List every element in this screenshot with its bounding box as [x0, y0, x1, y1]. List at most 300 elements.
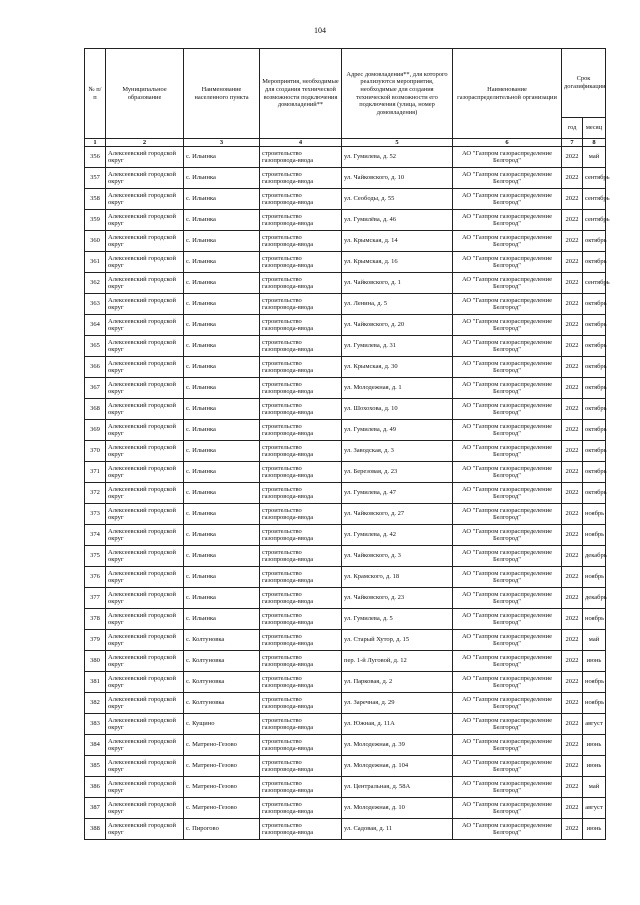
table-row [85, 147, 606, 168]
row-number-cell: 361 [85, 252, 106, 273]
municipality-cell: Алексеевский городской округ [106, 798, 184, 819]
year-cell: 2022 [562, 525, 583, 546]
address-cell: ул. Гумилева, д. 49 [342, 420, 453, 441]
organization-cell: АО "Газпром газораспределение Белгород" [453, 378, 562, 399]
activity-cell: строительство газопровода-ввода [260, 189, 342, 210]
row-number-cell: 364 [85, 315, 106, 336]
organization-cell: АО "Газпром газораспределение Белгород" [453, 273, 562, 294]
year-cell: 2022 [562, 231, 583, 252]
settlement-cell: с. Ильинка [184, 231, 260, 252]
table-row [85, 714, 606, 735]
settlement-cell: с. Колтуновка [184, 693, 260, 714]
organization-cell: АО "Газпром газораспределение Белгород" [453, 630, 562, 651]
settlement-cell: с. Колтуновка [184, 630, 260, 651]
year-cell: 2022 [562, 819, 583, 840]
address-cell: ул. Гумилёва, д. 46 [342, 210, 453, 231]
settlement-cell: с. Ильинка [184, 273, 260, 294]
settlement-cell: с. Ильинка [184, 210, 260, 231]
year-cell: 2022 [562, 546, 583, 567]
header-organization: Наименование газораспределительной организации [453, 49, 562, 139]
settlement-cell: с. Ильинка [184, 189, 260, 210]
month-cell: ноябрь [583, 672, 606, 693]
address-cell: ул. Крымская, д. 30 [342, 357, 453, 378]
organization-cell: АО "Газпром газораспределение Белгород" [453, 399, 562, 420]
address-cell: ул. Садовая, д. 11 [342, 819, 453, 840]
table-row [85, 693, 606, 714]
year-cell: 2022 [562, 294, 583, 315]
activity-cell: строительство газопровода-ввода [260, 483, 342, 504]
table-row [85, 399, 606, 420]
activity-cell: строительство газопровода-ввода [260, 315, 342, 336]
col-number: 3 [184, 139, 260, 147]
address-cell: ул. Чайковского, д. 10 [342, 168, 453, 189]
organization-cell: АО "Газпром газораспределение Белгород" [453, 525, 562, 546]
header-settlement: Наименование населенного пункта [184, 49, 260, 139]
address-cell: ул. Южная, д. 11А [342, 714, 453, 735]
month-cell: октябрь [583, 420, 606, 441]
year-cell: 2022 [562, 378, 583, 399]
col-number: 8 [583, 139, 606, 147]
table-row [85, 483, 606, 504]
row-number-cell: 376 [85, 567, 106, 588]
month-cell: август [583, 798, 606, 819]
activity-cell: строительство газопровода-ввода [260, 588, 342, 609]
activity-cell: строительство газопровода-ввода [260, 378, 342, 399]
address-cell: ул. Гумилева, д. 47 [342, 483, 453, 504]
year-cell: 2022 [562, 399, 583, 420]
table-row [85, 567, 606, 588]
municipality-cell: Алексеевский городской округ [106, 315, 184, 336]
activity-cell: строительство газопровода-ввода [260, 819, 342, 840]
year-cell: 2022 [562, 672, 583, 693]
organization-cell: АО "Газпром газораспределение Белгород" [453, 588, 562, 609]
year-cell: 2022 [562, 252, 583, 273]
organization-cell: АО "Газпром газораспределение Белгород" [453, 294, 562, 315]
month-cell: ноябрь [583, 525, 606, 546]
table-row [85, 819, 606, 840]
address-cell: ул. Сеободы, д. 55 [342, 189, 453, 210]
month-cell: июнь [583, 756, 606, 777]
month-cell: октябрь [583, 315, 606, 336]
row-number-cell: 387 [85, 798, 106, 819]
municipality-cell: Алексеевский городской округ [106, 147, 184, 168]
col-number: 7 [562, 139, 583, 147]
table-row [85, 357, 606, 378]
address-cell: ул. Шохохова, д. 10 [342, 399, 453, 420]
municipality-cell: Алексеевский городской округ [106, 378, 184, 399]
table-row [85, 378, 606, 399]
year-cell: 2022 [562, 714, 583, 735]
activity-cell: строительство газопровода-ввода [260, 798, 342, 819]
address-cell: ул. Гумилева, д. 31 [342, 336, 453, 357]
month-cell: октябрь [583, 378, 606, 399]
organization-cell: АО "Газпром газораспределение Белгород" [453, 798, 562, 819]
settlement-cell: с. Матрено-Гезово [184, 756, 260, 777]
organization-cell: АО "Газпром газораспределение Белгород" [453, 252, 562, 273]
address-cell: пер. 1-й Луговой, д. 12 [342, 651, 453, 672]
month-cell: октябрь [583, 399, 606, 420]
col-number: 1 [85, 139, 106, 147]
organization-cell: АО "Газпром газораспределение Белгород" [453, 441, 562, 462]
municipality-cell: Алексеевский городской округ [106, 273, 184, 294]
organization-cell: АО "Газпром газораспределение Белгород" [453, 462, 562, 483]
table-row [85, 546, 606, 567]
row-number-cell: 362 [85, 273, 106, 294]
municipality-cell: Алексеевский городской округ [106, 231, 184, 252]
year-cell: 2022 [562, 630, 583, 651]
activity-cell: строительство газопровода-ввода [260, 504, 342, 525]
activity-cell: строительство газопровода-ввода [260, 567, 342, 588]
table-row [85, 168, 606, 189]
row-number-cell: 369 [85, 420, 106, 441]
municipality-cell: Алексеевский городской округ [106, 672, 184, 693]
col-number: 5 [342, 139, 453, 147]
organization-cell: АО "Газпром газораспределение Белгород" [453, 735, 562, 756]
municipality-cell: Алексеевский городской округ [106, 567, 184, 588]
year-cell: 2022 [562, 504, 583, 525]
month-cell: август [583, 714, 606, 735]
activity-cell: строительство газопровода-ввода [260, 357, 342, 378]
organization-cell: АО "Газпром газораспределение Белгород" [453, 756, 562, 777]
year-cell: 2022 [562, 420, 583, 441]
year-cell: 2022 [562, 441, 583, 462]
row-number-cell: 356 [85, 147, 106, 168]
table-row [85, 189, 606, 210]
table-row [85, 231, 606, 252]
table-row [85, 210, 606, 231]
col-number: 2 [106, 139, 184, 147]
table-body [85, 147, 610, 840]
row-number-cell: 370 [85, 441, 106, 462]
organization-cell: АО "Газпром газораспределение Белгород" [453, 546, 562, 567]
year-cell: 2022 [562, 189, 583, 210]
year-cell: 2022 [562, 147, 583, 168]
address-cell: ул. Молодежная, д. 1 [342, 378, 453, 399]
activity-cell: строительство газопровода-ввода [260, 252, 342, 273]
header-month: месяц [583, 118, 606, 139]
year-cell: 2022 [562, 462, 583, 483]
year-cell: 2022 [562, 357, 583, 378]
header-address: Адрес домовладения**, для которого реализуются мероприятия, необходимые для создания технической возможности его подключения (улица, номер домовладения) [342, 49, 453, 139]
month-cell: май [583, 147, 606, 168]
month-cell: июнь [583, 651, 606, 672]
settlement-cell: с. Ильинка [184, 294, 260, 315]
municipality-cell: Алексеевский городской округ [106, 609, 184, 630]
organization-cell: АО "Газпром газораспределение Белгород" [453, 714, 562, 735]
settlement-cell: с. Ильинка [184, 252, 260, 273]
address-cell: ул. Старый Хутор, д. 15 [342, 630, 453, 651]
row-number-cell: 375 [85, 546, 106, 567]
activity-cell: строительство газопровода-ввода [260, 168, 342, 189]
month-cell: сентябрь [583, 168, 606, 189]
address-cell: ул. Заречная, д. 29 [342, 693, 453, 714]
address-cell: ул. Центральная, д. 58А [342, 777, 453, 798]
municipality-cell: Алексеевский городской округ [106, 777, 184, 798]
address-cell: ул. Крамского, д. 18 [342, 567, 453, 588]
year-cell: 2022 [562, 273, 583, 294]
month-cell: октябрь [583, 441, 606, 462]
settlement-cell: с. Ильинка [184, 504, 260, 525]
organization-cell: АО "Газпром газораспределение Белгород" [453, 357, 562, 378]
month-cell: ноябрь [583, 693, 606, 714]
month-cell: ноябрь [583, 504, 606, 525]
table-row [85, 504, 606, 525]
header-num: № п/п [85, 49, 106, 139]
row-number-cell: 385 [85, 756, 106, 777]
activity-cell: строительство газопровода-ввода [260, 546, 342, 567]
organization-cell: АО "Газпром газораспределение Белгород" [453, 651, 562, 672]
settlement-cell: с. Ильинка [184, 315, 260, 336]
month-cell: сентябрь [583, 189, 606, 210]
row-number-cell: 359 [85, 210, 106, 231]
settlement-cell: с. Ильинка [184, 399, 260, 420]
year-cell: 2022 [562, 588, 583, 609]
year-cell: 2022 [562, 777, 583, 798]
settlement-cell: с. Ильинка [184, 588, 260, 609]
header-activities: Мероприятия, необходимые для создания технической возможности подключения домовладений** [260, 49, 342, 139]
row-number-cell: 377 [85, 588, 106, 609]
municipality-cell: Алексеевский городской округ [106, 189, 184, 210]
header-year: год [562, 118, 583, 139]
municipality-cell: Алексеевский городской округ [106, 462, 184, 483]
month-cell: июнь [583, 735, 606, 756]
activity-cell: строительство газопровода-ввода [260, 714, 342, 735]
address-cell: ул. Чайковского, д. 1 [342, 273, 453, 294]
settlement-cell: с. Ильинка [184, 609, 260, 630]
address-cell: ул. Крымская, д. 16 [342, 252, 453, 273]
activity-cell: строительство газопровода-ввода [260, 231, 342, 252]
activity-cell: строительство газопровода-ввода [260, 630, 342, 651]
year-cell: 2022 [562, 567, 583, 588]
table-row [85, 336, 606, 357]
row-number-cell: 366 [85, 357, 106, 378]
municipality-cell: Алексеевский городской округ [106, 336, 184, 357]
settlement-cell: с. Ильинка [184, 441, 260, 462]
row-number-cell: 371 [85, 462, 106, 483]
month-cell: декабрь [583, 588, 606, 609]
gasification-table [84, 48, 610, 840]
settlement-cell: с. Пирогово [184, 819, 260, 840]
activity-cell: строительство газопровода-ввода [260, 420, 342, 441]
municipality-cell: Алексеевский городской округ [106, 441, 184, 462]
activity-cell: строительство газопровода-ввода [260, 210, 342, 231]
municipality-cell: Алексеевский городской округ [106, 756, 184, 777]
table-row [85, 609, 606, 630]
table-row [85, 525, 606, 546]
municipality-cell: Алексеевский городской округ [106, 294, 184, 315]
activity-cell: строительство газопровода-ввода [260, 609, 342, 630]
year-cell: 2022 [562, 483, 583, 504]
month-cell: октябрь [583, 231, 606, 252]
address-cell: ул. Заводская, д. 3 [342, 441, 453, 462]
settlement-cell: с. Матрено-Гезово [184, 777, 260, 798]
municipality-cell: Алексеевский городской округ [106, 483, 184, 504]
address-cell: ул. Чайковского, д. 23 [342, 588, 453, 609]
month-cell: октябрь [583, 462, 606, 483]
settlement-cell: с. Ильинка [184, 462, 260, 483]
table-row [85, 651, 606, 672]
activity-cell: строительство газопровода-ввода [260, 735, 342, 756]
year-cell: 2022 [562, 315, 583, 336]
row-number-cell: 365 [85, 336, 106, 357]
organization-cell: АО "Газпром газораспределение Белгород" [453, 147, 562, 168]
row-number-cell: 368 [85, 399, 106, 420]
address-cell: ул. Чайковского, д. 3 [342, 546, 453, 567]
table-row [85, 672, 606, 693]
municipality-cell: Алексеевский городской округ [106, 714, 184, 735]
settlement-cell: с. Колтуновка [184, 651, 260, 672]
address-cell: ул. Парковая, д. 2 [342, 672, 453, 693]
month-cell: май [583, 630, 606, 651]
address-cell: ул. Березовая, д. 23 [342, 462, 453, 483]
organization-cell: АО "Газпром газораспределение Белгород" [453, 693, 562, 714]
activity-cell: строительство газопровода-ввода [260, 462, 342, 483]
month-cell: октябрь [583, 336, 606, 357]
col-number: 4 [260, 139, 342, 147]
activity-cell: строительство газопровода-ввода [260, 756, 342, 777]
address-cell: ул. Молодежная, д. 104 [342, 756, 453, 777]
settlement-cell: с. Ильинка [184, 336, 260, 357]
municipality-cell: Алексеевский городской округ [106, 357, 184, 378]
organization-cell: АО "Газпром газораспределение Белгород" [453, 609, 562, 630]
month-cell: ноябрь [583, 609, 606, 630]
row-number-cell: 357 [85, 168, 106, 189]
activity-cell: строительство газопровода-ввода [260, 294, 342, 315]
settlement-cell: с. Ильинка [184, 546, 260, 567]
row-number-cell: 384 [85, 735, 106, 756]
header-deadline: Срок догазификации [562, 49, 606, 118]
settlement-cell: с. Кущино [184, 714, 260, 735]
settlement-cell: с. Ильинка [184, 420, 260, 441]
table-row [85, 630, 606, 651]
settlement-cell: с. Ильинка [184, 567, 260, 588]
month-cell: октябрь [583, 483, 606, 504]
row-number-cell: 380 [85, 651, 106, 672]
address-cell: ул. Гумилева, д. 42 [342, 525, 453, 546]
settlement-cell: с. Ильинка [184, 357, 260, 378]
municipality-cell: Алексеевский городской округ [106, 630, 184, 651]
activity-cell: строительство газопровода-ввода [260, 441, 342, 462]
month-cell: октябрь [583, 357, 606, 378]
row-number-cell: 381 [85, 672, 106, 693]
activity-cell: строительство газопровода-ввода [260, 777, 342, 798]
year-cell: 2022 [562, 651, 583, 672]
address-cell: ул. Ленина, д. 5 [342, 294, 453, 315]
organization-cell: АО "Газпром газораспределение Белгород" [453, 168, 562, 189]
activity-cell: строительство газопровода-ввода [260, 399, 342, 420]
month-cell: декабрь [583, 546, 606, 567]
address-cell: ул. Чайковского, д. 27 [342, 504, 453, 525]
row-number-cell: 367 [85, 378, 106, 399]
month-cell: июнь [583, 819, 606, 840]
settlement-cell: с. Ильинка [184, 168, 260, 189]
settlement-cell: с. Ильинка [184, 483, 260, 504]
table-row [85, 441, 606, 462]
organization-cell: АО "Газпром газораспределение Белгород" [453, 819, 562, 840]
settlement-cell: с. Ильинка [184, 525, 260, 546]
month-cell: октябрь [583, 294, 606, 315]
activity-cell: строительство газопровода-ввода [260, 672, 342, 693]
table-row [85, 777, 606, 798]
activity-cell: строительство газопровода-ввода [260, 525, 342, 546]
address-cell: ул. Гумилева, д. 52 [342, 147, 453, 168]
table-row [85, 756, 606, 777]
settlement-cell: с. Ильинка [184, 378, 260, 399]
row-number-cell: 358 [85, 189, 106, 210]
month-cell: сентябрь [583, 210, 606, 231]
address-cell: ул. Молодежная, д. 39 [342, 735, 453, 756]
header-municipality: Муниципальное образование [106, 49, 184, 139]
month-cell: ноябрь [583, 567, 606, 588]
municipality-cell: Алексеевский городской округ [106, 168, 184, 189]
municipality-cell: Алексеевский городской округ [106, 819, 184, 840]
table-row [85, 252, 606, 273]
row-number-cell: 379 [85, 630, 106, 651]
municipality-cell: Алексеевский городской округ [106, 504, 184, 525]
activity-cell: строительство газопровода-ввода [260, 147, 342, 168]
month-cell: сентябрь [583, 273, 606, 294]
organization-cell: АО "Газпром газораспределение Белгород" [453, 567, 562, 588]
organization-cell: АО "Газпром газораспределение Белгород" [453, 483, 562, 504]
table-row [85, 588, 606, 609]
column-number-row [85, 139, 606, 147]
municipality-cell: Алексеевский городской округ [106, 588, 184, 609]
year-cell: 2022 [562, 735, 583, 756]
table-row [85, 315, 606, 336]
table-row [85, 462, 606, 483]
municipality-cell: Алексеевский городской округ [106, 420, 184, 441]
year-cell: 2022 [562, 798, 583, 819]
activity-cell: строительство газопровода-ввода [260, 336, 342, 357]
row-number-cell: 382 [85, 693, 106, 714]
activity-cell: строительство газопровода-ввода [260, 273, 342, 294]
year-cell: 2022 [562, 168, 583, 189]
municipality-cell: Алексеевский городской округ [106, 651, 184, 672]
organization-cell: АО "Газпром газораспределение Белгород" [453, 336, 562, 357]
organization-cell: АО "Газпром газораспределение Белгород" [453, 189, 562, 210]
year-cell: 2022 [562, 693, 583, 714]
table-row [85, 294, 606, 315]
municipality-cell: Алексеевский городской округ [106, 399, 184, 420]
row-number-cell: 386 [85, 777, 106, 798]
year-cell: 2022 [562, 336, 583, 357]
settlement-cell: с. Колтуновка [184, 672, 260, 693]
row-number-cell: 363 [85, 294, 106, 315]
organization-cell: АО "Газпром газораспределение Белгород" [453, 231, 562, 252]
municipality-cell: Алексеевский городской округ [106, 546, 184, 567]
activity-cell: строительство газопровода-ввода [260, 693, 342, 714]
address-cell: ул. Молодежная, д. 10 [342, 798, 453, 819]
organization-cell: АО "Газпром газораспределение Белгород" [453, 777, 562, 798]
table-row [85, 420, 606, 441]
organization-cell: АО "Газпром газораспределение Белгород" [453, 420, 562, 441]
row-number-cell: 372 [85, 483, 106, 504]
row-number-cell: 360 [85, 231, 106, 252]
address-cell: ул. Чайковского, д. 20 [342, 315, 453, 336]
organization-cell: АО "Газпром газораспределение Белгород" [453, 672, 562, 693]
col-number: 6 [453, 139, 562, 147]
activity-cell: строительство газопровода-ввода [260, 651, 342, 672]
municipality-cell: Алексеевский городской округ [106, 210, 184, 231]
row-number-cell: 388 [85, 819, 106, 840]
municipality-cell: Алексеевский городской округ [106, 693, 184, 714]
page-number: 104 [314, 26, 326, 35]
year-cell: 2022 [562, 756, 583, 777]
address-cell: ул. Гумилева, д. 5 [342, 609, 453, 630]
table-row [85, 798, 606, 819]
municipality-cell: Алексеевский городской округ [106, 735, 184, 756]
row-number-cell: 378 [85, 609, 106, 630]
